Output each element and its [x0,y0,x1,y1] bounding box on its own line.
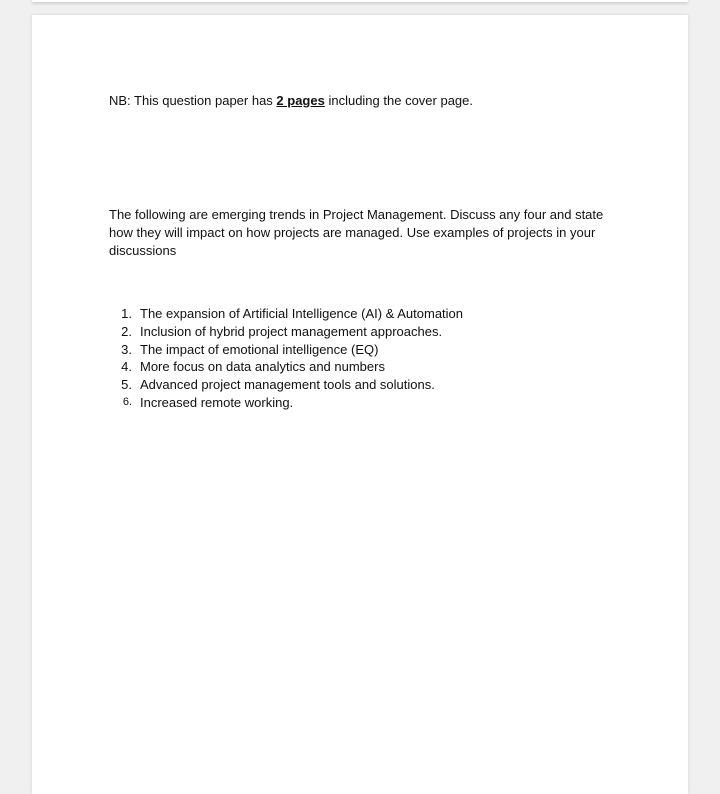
list-item [109,394,463,412]
list-item-number: 4. [121,359,132,375]
trends-list [109,305,463,412]
list-item-number: 2. [121,323,132,339]
list-item-number: 1. [121,306,132,321]
nb-page-count: 2 pages [276,93,325,108]
question-text: The following are emerging trends in Project Management. Discuss any four and state how they will impact on how projects are managed. Use examples of projects in your discussions [109,207,604,258]
list-item-text: The expansion of Artificial Intelligence (AI) & Automation [140,306,464,321]
list-item [109,358,463,376]
list-item-number: 6. [122,395,132,408]
previous-page-edge [32,0,688,2]
nb-prefix: NB: This question paper has [109,93,277,108]
list-item [109,305,463,323]
list-item-text: Increased remote working. [140,394,294,410]
list-item [109,376,463,394]
list-item-text: The impact of emotional intelligence (EQ) [140,341,379,357]
list-item [109,341,463,359]
nb-note [109,93,473,108]
nb-suffix: including the cover page. [324,93,473,108]
list-item-text: More focus on data analytics and numbers [140,359,385,375]
list-item-number: 3. [121,341,132,357]
list-item-text: Inclusion of hybrid project management approaches. [140,323,443,339]
document-page [32,15,688,794]
list-item-number: 5. [121,377,132,393]
list-item-text: Advanced project management tools and solutions. [140,377,435,393]
list-item [109,323,463,341]
